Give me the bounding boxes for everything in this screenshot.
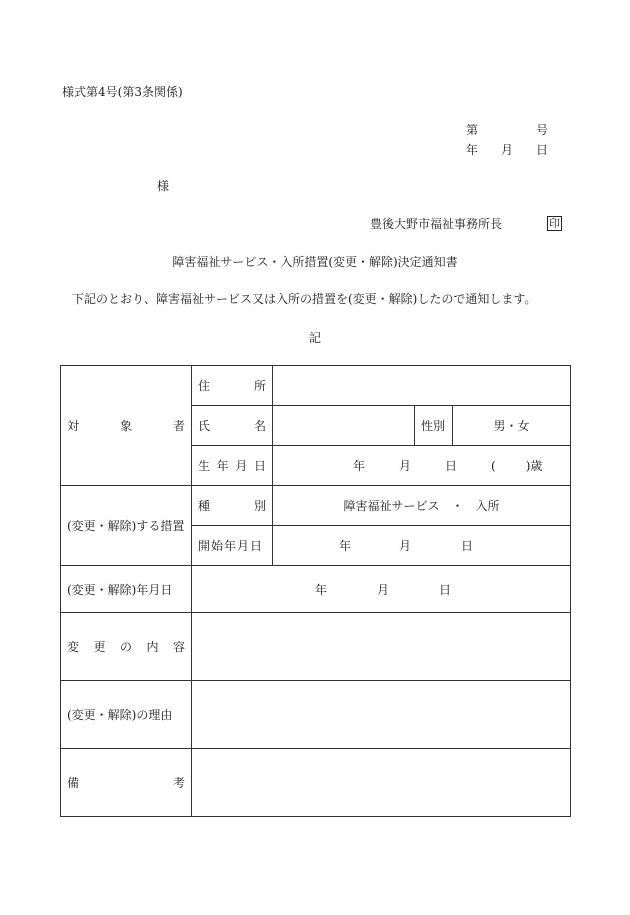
change-date-label: (変更・解除)年月日 bbox=[61, 566, 192, 613]
issue-date-year: 年 bbox=[466, 143, 479, 157]
start-date-label: 開始年月日 bbox=[192, 526, 273, 566]
issue-number-suffix: 号 bbox=[535, 123, 548, 137]
reason-label: (変更・解除)の理由 bbox=[61, 681, 192, 749]
change-content-field[interactable] bbox=[192, 613, 571, 681]
measure-label: (変更・解除)する措置 bbox=[61, 486, 192, 566]
change-date-field[interactable]: 年 月 日 bbox=[192, 566, 571, 613]
name-field[interactable] bbox=[273, 406, 415, 446]
address-field[interactable] bbox=[273, 366, 571, 406]
table-row bbox=[61, 681, 571, 749]
table-row bbox=[61, 566, 571, 613]
issue-date-day: 日 bbox=[535, 143, 548, 157]
table-row bbox=[61, 486, 571, 526]
birthdate-field[interactable]: 年 月 日 ( )歳 bbox=[273, 446, 571, 486]
category-label: 種 別 bbox=[192, 486, 273, 526]
remarks-field[interactable] bbox=[192, 749, 571, 817]
remarks-label: 備 考 bbox=[61, 749, 192, 817]
address-label: 住 所 bbox=[192, 366, 273, 406]
body-text: 下記のとおり、障害福祉サービス又は入所の措置を(変更・解除)したので通知します。 bbox=[72, 292, 537, 306]
birthdate-label: 生 年 月 日 bbox=[192, 446, 273, 486]
addressee-suffix: 様 bbox=[157, 179, 170, 193]
ki-heading: 記 bbox=[308, 331, 321, 345]
issue-date-month: 月 bbox=[500, 143, 513, 157]
table-row bbox=[61, 749, 571, 817]
seal-mark: 印 bbox=[549, 217, 560, 230]
form-number: 様式第4号(第3条関係) bbox=[62, 85, 183, 99]
gender-label: 性別 bbox=[415, 406, 453, 446]
notice-table bbox=[60, 365, 571, 817]
table-row bbox=[61, 613, 571, 681]
issue-number-prefix: 第 bbox=[466, 123, 479, 137]
document-title: 障害福祉サービス・入所措置(変更・解除)決定通知書 bbox=[172, 255, 458, 269]
gender-field[interactable]: 男・女 bbox=[453, 406, 571, 446]
change-content-label: 変 更 の 内 容 bbox=[61, 613, 192, 681]
issue-block bbox=[466, 124, 548, 164]
issuer-name: 豊後大野市福祉事務所長 bbox=[370, 217, 503, 231]
subject-label: 対 象 者 bbox=[61, 366, 192, 486]
reason-field[interactable] bbox=[192, 681, 571, 749]
category-field[interactable]: 障害福祉サービス ・ 入所 bbox=[273, 486, 571, 526]
start-date-field[interactable]: 年 月 日 bbox=[273, 526, 571, 566]
name-label: 氏 名 bbox=[192, 406, 273, 446]
issue-number-row bbox=[466, 124, 548, 144]
table-row bbox=[61, 366, 571, 406]
issue-date-row bbox=[466, 144, 548, 164]
